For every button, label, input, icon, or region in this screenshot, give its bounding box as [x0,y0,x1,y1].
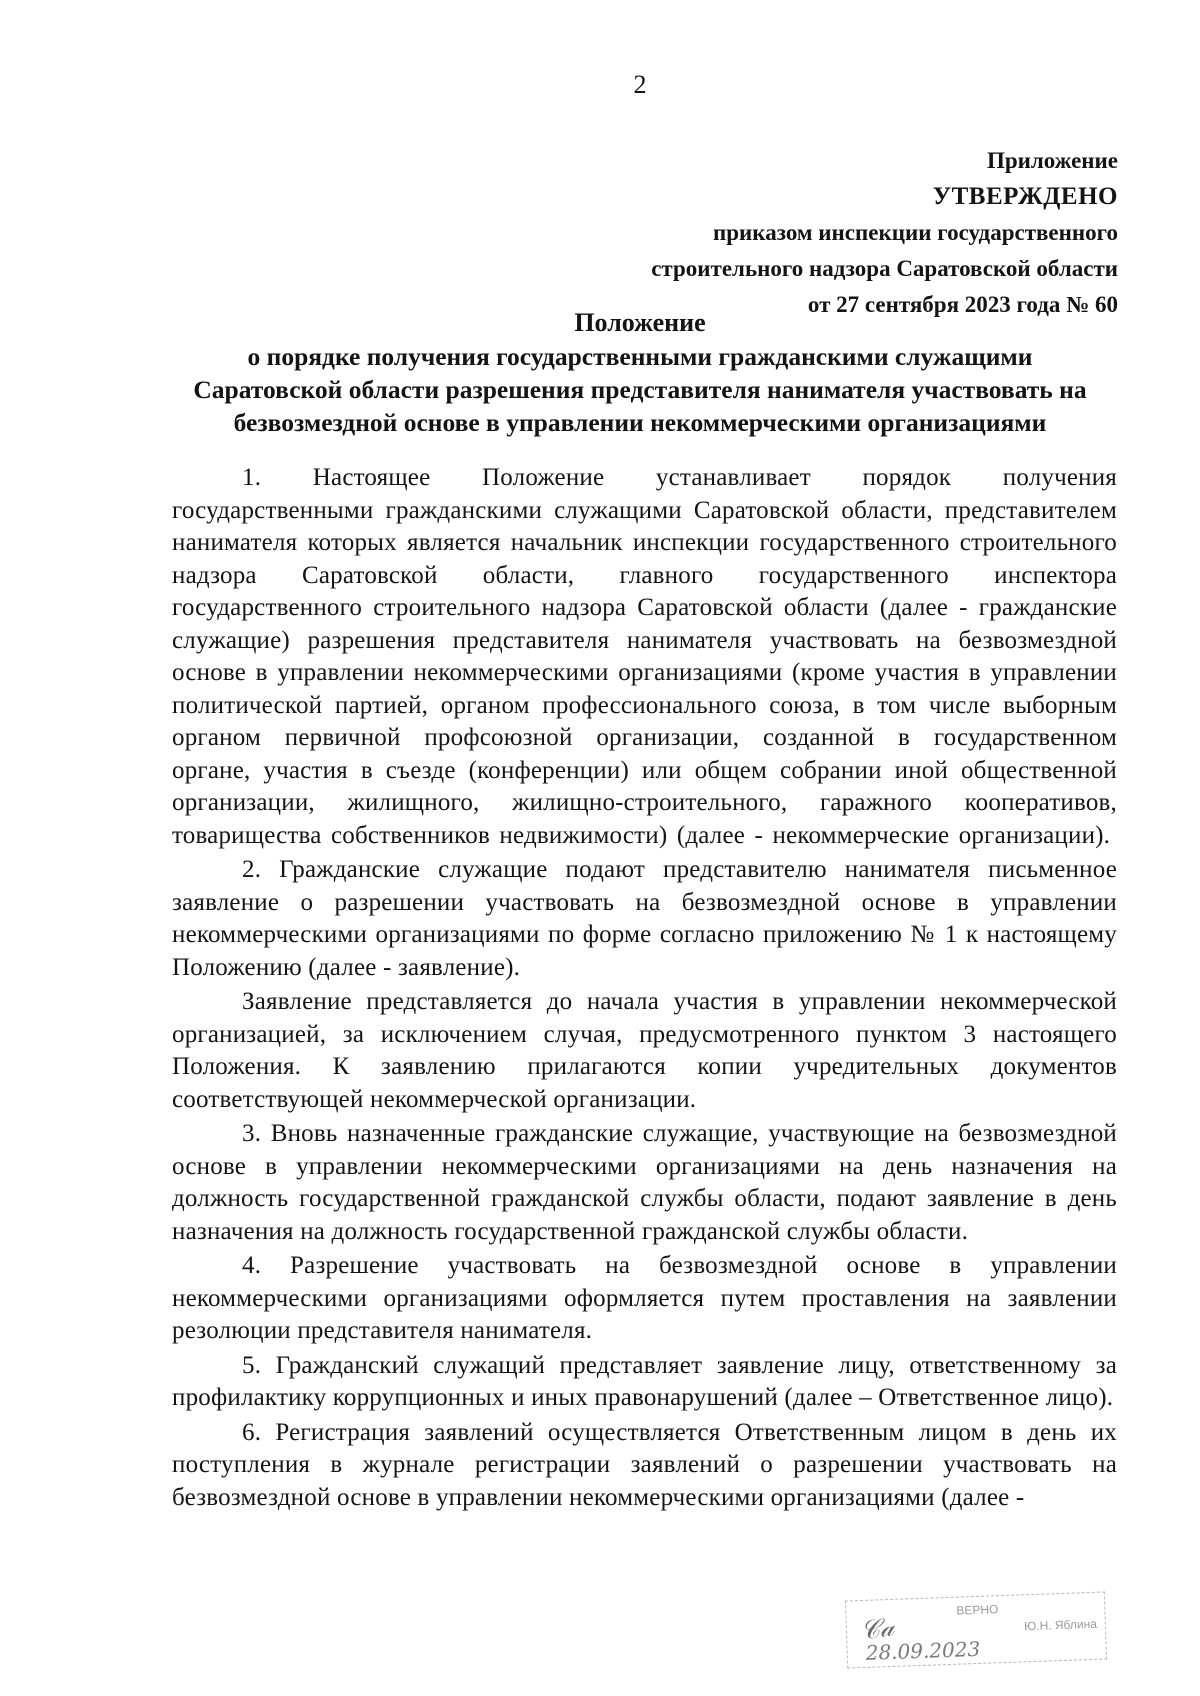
title-subtitle: о порядке получения государственными гражданскими служащими Саратовской области разрешения представителя нанимателя участвовать на безвозмездной основе в управлении некоммерческими организациями [193,342,1087,437]
paragraph-4: 4. Разрешение участвовать на безвозмездной основе в управлении некоммерческими организациями оформляется путем проставления на заявлении резолюции представителя нанимателя. [172,1252,1117,1344]
signature-mark: 𝒞𝒶 [858,1612,897,1647]
paragraph-2: 2. Гражданские служащие подают представителю нанимателя письменное заявление о разрешении участвовать на безвозмездной основе в управлении некоммерческими организациями по форме согласно приложению № 1 к настоящему Положению (далее - заявление). [172,856,1117,981]
appendix-label: Приложение [986,148,1118,173]
approval-block [651,143,1118,323]
certification-stamp [845,1591,1107,1668]
approval-order-line: приказом инспекции государственного [713,220,1118,245]
stamp-copy-text: ВЕРНО [956,1602,999,1618]
stamp-date: 28.09.2023 [865,1636,981,1665]
approval-date-line: от 27 сентября 2023 года № 60 [807,292,1118,317]
title-heading: Положение [574,308,706,337]
stamp-name-text: Ю.Н. Яблина [1023,1616,1098,1634]
approval-authority-line: строительного надзора Саратовской области [651,256,1118,281]
paragraph-5: 5. Гражданский служащий представляет заявление лицу, ответственному за профилактику коррупционных и иных правонарушений (далее – Ответственное лицо). [172,1351,1117,1411]
page-number: 2 [633,70,647,99]
paragraph-6: 6. Регистрация заявлений осуществляется Ответственным лицом в день их поступления в журнале регистрации заявлений о разрешении участвовать на безвозмездной основе в управлении некоммерческими организациями (далее - [172,1418,1117,1511]
paragraph-1: 1. Настоящее Положение устанавливает порядок получения государственными гражданскими служащими Саратовской области, представителем нанимателя которых является начальник инспекции государственного строительного надзора Саратовской области, главного государственного инспектора государственного строительного надзора Саратовской области (далее - гражданские служащие) разрешения представителя нанимателя участвовать на безвозмездной основе в управлении некоммерческими организациями (кроме участия в управлении политической партией, органом профессионального союза, в том числе выборным органом первичной профсоюзной организации, созданной в государственном органе, участия в съезде (конференции) или общем собрании иной общественной организации, жилищного, жилищно-строительного, гаражного кооперативов, товарищества собственников недвижимости) (далее - некоммерческие организации). [172,464,1117,849]
document-body [172,462,1117,1516]
approved-label: УТВЕРЖДЕНО [932,183,1118,210]
document-title [170,305,1110,439]
paragraph-2-continuation: Заявление представляется до начала участия в управлении некоммерческой организацией, за исключением случая, предусмотренного пунктом 3 настоящего Положения. К заявлению прилагаются копии учредительных документов соответствующей некоммерческой организации. [172,988,1117,1113]
paragraph-3: 3. Вновь назначенные гражданские служащие, участвующие на безвозмездной основе в управлении некоммерческими организациями на день назначения на должность государственной гражданской службы области, подают заявление в день назначения на должность государственной гражданской службы области. [172,1120,1117,1245]
